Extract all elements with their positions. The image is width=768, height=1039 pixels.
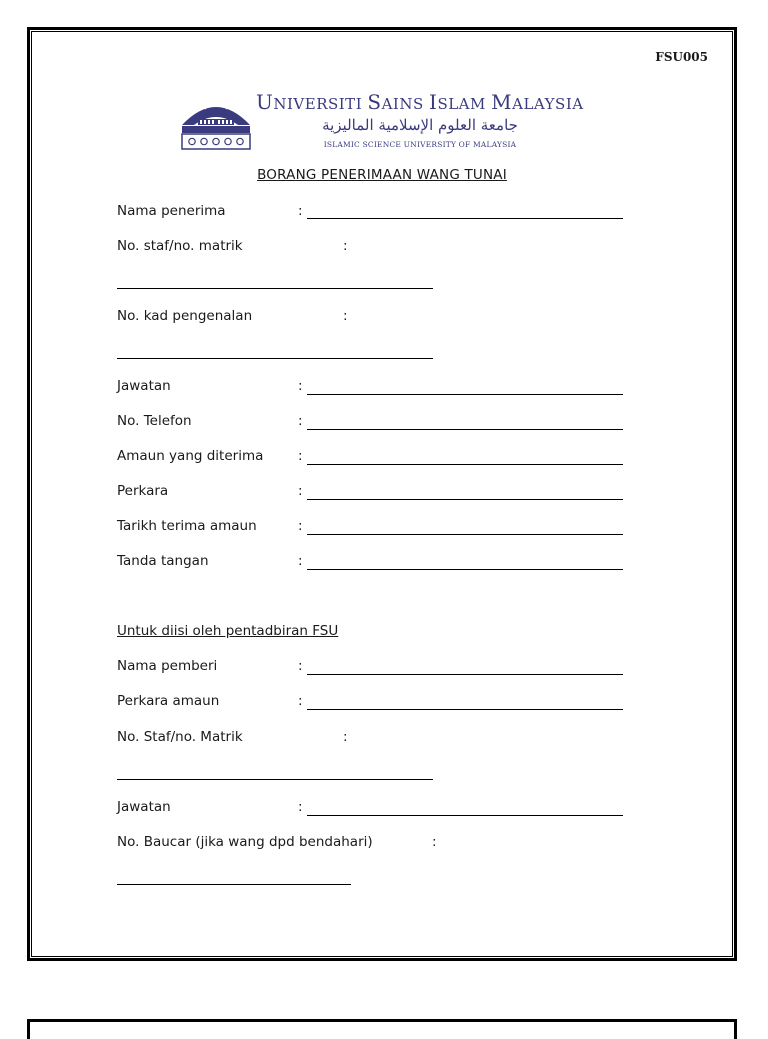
colon: :: [298, 203, 303, 219]
university-name-arabic: جامعة العلوم الإسلامية الماليزية: [322, 116, 518, 134]
jawatan-field[interactable]: [307, 394, 623, 395]
colon: :: [298, 448, 303, 464]
university-name-initial: S: [367, 90, 382, 114]
perkara-amaun-field[interactable]: [307, 709, 623, 710]
next-page-border: [27, 1019, 737, 1039]
amaun-diterima-field[interactable]: [307, 464, 623, 465]
admin-jawatan-field[interactable]: [307, 815, 623, 816]
university-name-initial: M: [491, 90, 513, 114]
no-telefon-field[interactable]: [307, 429, 623, 430]
university-name-initial: I: [429, 90, 438, 114]
nama-penerima-field[interactable]: [307, 218, 623, 219]
colon: :: [298, 658, 303, 674]
no-baucar-field[interactable]: [117, 884, 351, 885]
university-name-english: ISLAMIC SCIENCE UNIVERSITY OF MALAYSIA: [323, 140, 517, 149]
university-logo-icon: [178, 95, 254, 153]
label-nama-penerima: Nama penerima: [117, 203, 226, 219]
label-admin-jawatan: Jawatan: [117, 799, 171, 815]
form-code: FSU005: [655, 50, 708, 64]
colon: :: [298, 553, 303, 569]
tanda-tangan-field[interactable]: [307, 569, 623, 570]
label-tanda-tangan: Tanda tangan: [117, 553, 209, 569]
colon: :: [298, 483, 303, 499]
university-name-initial: U: [256, 90, 274, 114]
label-tarikh-terima-amaun: Tarikh terima amaun: [117, 518, 257, 534]
colon: :: [343, 729, 348, 745]
label-admin-no-staf: No. Staf/no. Matrik: [117, 729, 243, 745]
label-no-staf: No. staf/no. matrik: [117, 238, 243, 254]
colon: :: [343, 238, 348, 254]
form-title: BORANG PENERIMAAN WANG TUNAI: [257, 167, 507, 183]
nama-pemberi-field[interactable]: [307, 674, 623, 675]
label-jawatan: Jawatan: [117, 378, 171, 394]
no-staf-field[interactable]: [117, 288, 433, 289]
colon: :: [432, 834, 437, 850]
no-kad-pengenalan-field[interactable]: [117, 358, 433, 359]
label-perkara-amaun: Perkara amaun: [117, 693, 220, 709]
colon: :: [298, 518, 303, 534]
label-perkara: Perkara: [117, 483, 169, 499]
colon: :: [298, 693, 303, 709]
label-amaun-diterima: Amaun yang diterima: [117, 448, 264, 464]
university-name: [256, 90, 584, 114]
colon: :: [298, 413, 303, 429]
tarikh-terima-amaun-field[interactable]: [307, 534, 623, 535]
perkara-field[interactable]: [307, 499, 623, 500]
university-name-rest: SLAM: [437, 95, 492, 113]
university-name-rest: ALAYSIA: [512, 95, 584, 113]
label-nama-pemberi: Nama pemberi: [117, 658, 218, 674]
colon: :: [298, 799, 303, 815]
label-no-kad-pengenalan: No. kad pengenalan: [117, 308, 253, 324]
admin-no-staf-field[interactable]: [117, 779, 433, 780]
colon: :: [343, 308, 348, 324]
university-name-rest: NIVERSITI: [273, 95, 368, 113]
colon: :: [298, 378, 303, 394]
admin-section-heading: Untuk diisi oleh pentadbiran FSU: [117, 623, 339, 639]
label-no-baucar: No. Baucar (jika wang dpd bendahari): [117, 834, 373, 850]
label-no-telefon: No. Telefon: [117, 413, 192, 429]
form-border: [27, 27, 737, 961]
university-name-rest: AINS: [381, 95, 430, 113]
